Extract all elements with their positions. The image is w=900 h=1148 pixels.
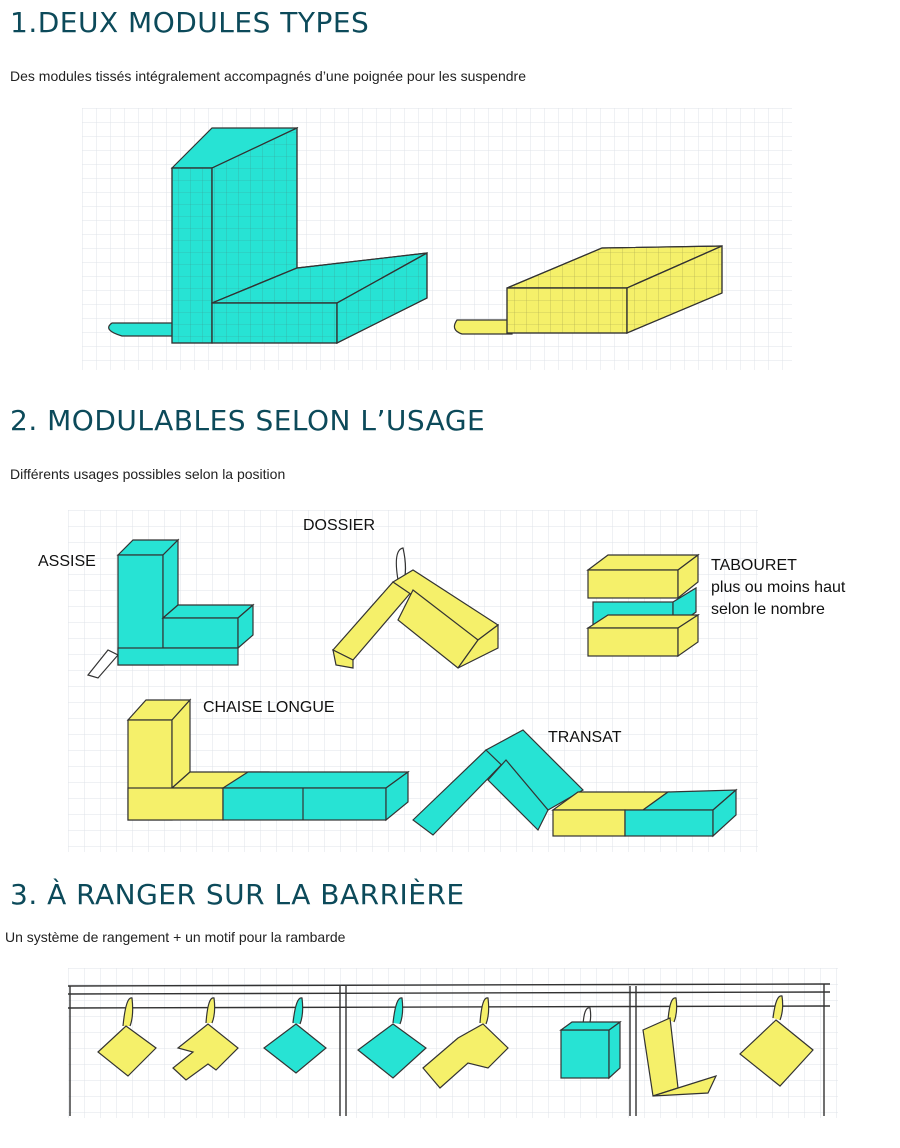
section-3-title: 3. À RANGER SUR LA BARRIÈRE xyxy=(10,878,465,911)
label-tabouret: TABOURET xyxy=(711,557,797,574)
label-dossier: DOSSIER xyxy=(303,517,376,534)
sketch-two-modules xyxy=(82,108,792,370)
section-2-subtitle: Différents usages possibles selon la position xyxy=(10,466,286,482)
section-2-title: 2. MODULABLES SELON L’USAGE xyxy=(10,404,486,437)
label-tabouret-line3: selon le nombre xyxy=(711,601,825,618)
sketch-barriere xyxy=(68,968,838,1118)
label-chaise-longue: CHAISE LONGUE xyxy=(203,699,335,716)
label-assise: ASSISE xyxy=(38,553,96,570)
label-tabouret-line2: plus ou moins haut xyxy=(711,579,846,596)
sketch-usages xyxy=(38,510,846,852)
section-1-subtitle: Des modules tissés intégralement accompagnés d’une poignée pour les suspendre xyxy=(10,68,526,84)
tabouret-sketch xyxy=(588,555,698,656)
label-transat: TRANSAT xyxy=(548,729,622,746)
section-1-title: 1.DEUX MODULES TYPES xyxy=(10,6,370,39)
section-3-subtitle: Un système de rangement + un motif pour la rambarde xyxy=(5,929,346,945)
